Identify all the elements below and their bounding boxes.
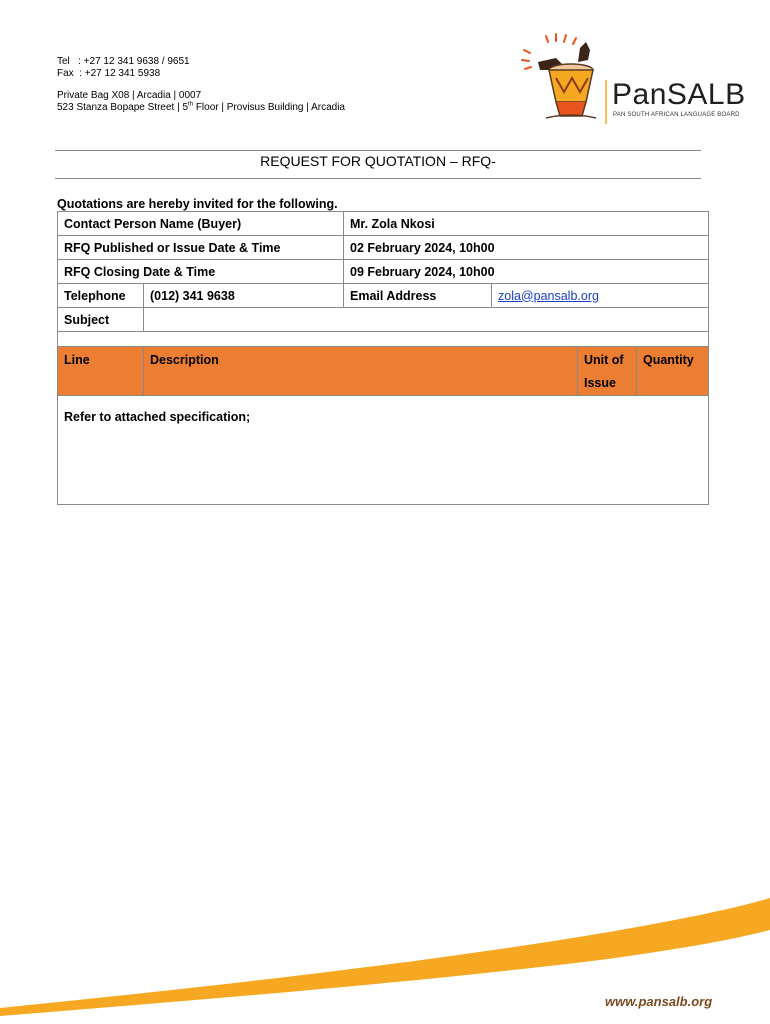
logo-wordmark: PanSALB xyxy=(612,78,746,111)
email-label: Email Address xyxy=(344,284,492,308)
document-title: REQUEST FOR QUOTATION – RFQ- xyxy=(260,153,496,169)
description-header: Description xyxy=(144,347,578,396)
spacer-cell xyxy=(58,332,709,347)
quantity-header: Quantity xyxy=(637,347,709,396)
street-address: 523 Stanza Bopape Street | 5th Floor | Provisus Building | Arcadia xyxy=(57,101,345,113)
published-row xyxy=(58,236,709,260)
contact-row xyxy=(58,212,709,236)
published-label: RFQ Published or Issue Date & Time xyxy=(58,236,344,260)
fax-line: Fax : +27 12 341 5938 xyxy=(57,68,161,79)
drum-icon xyxy=(522,34,596,118)
intro-text: Quotations are hereby invited for the following. xyxy=(57,197,338,211)
published-value: 02 February 2024, 10h00 xyxy=(344,236,709,260)
title-rule-top xyxy=(55,150,701,151)
telephone-value: (012) 341 9638 xyxy=(144,284,344,308)
spacer-row xyxy=(58,332,709,347)
spec-row xyxy=(58,396,709,505)
contact-value: Mr. Zola Nkosi xyxy=(344,212,709,236)
rfq-details-table xyxy=(57,211,709,505)
subject-row xyxy=(58,308,709,332)
closing-row xyxy=(58,260,709,284)
contact-block xyxy=(57,56,345,114)
items-header-row xyxy=(58,347,709,396)
logo-subtitle: PAN SOUTH AFRICAN LANGUAGE BOARD xyxy=(613,112,740,118)
line-header: Line xyxy=(58,347,144,396)
tel-line: Tel : +27 12 341 9638 / 9651 xyxy=(57,56,190,67)
postal-address: Private Bag X08 | Arcadia | 0007 xyxy=(57,90,202,101)
closing-value: 09 February 2024, 10h00 xyxy=(344,260,709,284)
closing-label: RFQ Closing Date & Time xyxy=(58,260,344,284)
subject-value[interactable] xyxy=(144,308,709,332)
title-rule-bottom xyxy=(55,178,701,179)
unit-header: Unit of Issue xyxy=(578,347,637,396)
telephone-row xyxy=(58,284,709,308)
spec-note: Refer to attached specification; xyxy=(58,396,709,505)
telephone-label: Telephone xyxy=(58,284,144,308)
subject-label: Subject xyxy=(58,308,144,332)
email-link[interactable]: zola@pansalb.org xyxy=(498,288,599,303)
email-cell xyxy=(492,284,709,308)
footer-website[interactable]: www.pansalb.org xyxy=(605,994,713,1009)
contact-label: Contact Person Name (Buyer) xyxy=(58,212,344,236)
